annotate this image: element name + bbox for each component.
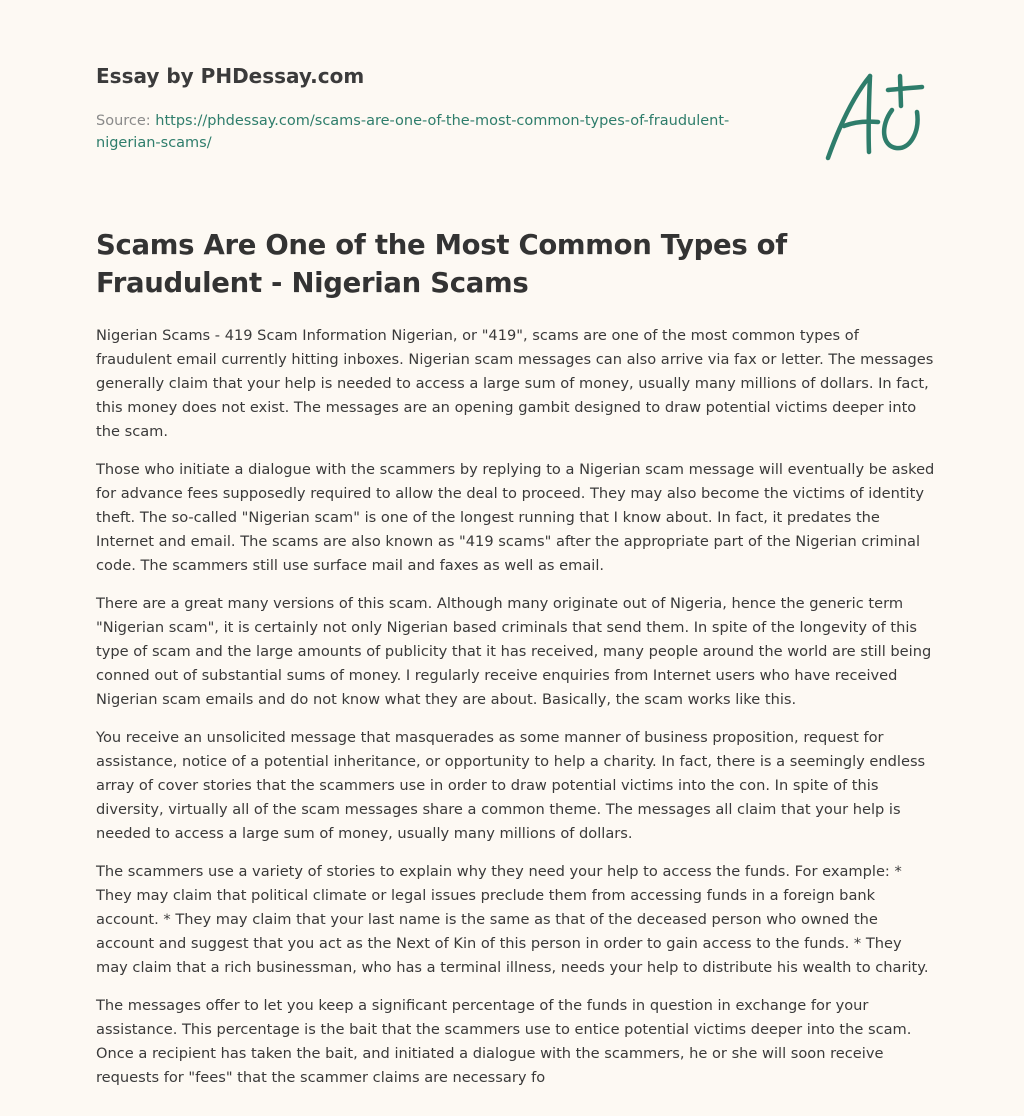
page-header xyxy=(96,62,796,154)
paragraph: You receive an unsolicited message that masquerades as some manner of business proposition, request for assistance, notice of a potential inheritance, or opportunity to help a charity. In fact, there is a seemingly endless array of cover stories that the scammers use in order to draw potential victims into the con. In spite of this diversity, virtually all of the scam messages share a common theme. The messages all claim that your help is needed to access a large sum of money, usually many millions of dollars. xyxy=(96,729,926,842)
source-line xyxy=(96,110,776,154)
paragraph: Those who initiate a dialogue with the scammers by replying to a Nigerian scam message will eventually be asked for advance fees supposedly required to allow the deal to proceed. They may also become the victims of identity theft. The so-called "Nigerian scam" is one of the longest running that I know about. In fact, it predates the Internet and email. The scams are also known as "419 scams" after the appropriate part of the Nigerian criminal code. The scammers still use surface mail and faxes as well as email. xyxy=(96,461,935,574)
paragraph: The messages offer to let you keep a significant percentage of the funds in question in exchange for your assistance. This percentage is the bait that the scammers use to entice potential victims deeper into the scam. Once a recipient has taken the bait, and initiated a dialogue with the scammers, he or she will soon receive requests for "fees" that the scammer claims are necessary fo xyxy=(96,997,912,1086)
paragraph: The scammers use a variety of stories to explain why they need your help to access the funds. For example: * They may claim that political climate or legal issues preclude them from accessing funds in a foreign bank account. * They may claim that your last name is the same as that of the deceased person who owned the account and suggest that you act as the Next of Kin of this person in order to gain access to the funds. * They may claim that a rich businessman, who has a terminal illness, needs your help to distribute his wealth to charity. xyxy=(96,863,929,976)
paragraph: There are a great many versions of this scam. Although many originate out of Nigeria, hence the generic term "Nigerian scam", it is certainly not only Nigerian based criminals that send them. In spite of the longevity of this type of scam and the large amounts of publicity that it has received, many people around the world are still being conned out of substantial sums of money. I regularly receive enquiries from Internet users who have received Nigerian scam emails and do not know what they are about. Basically, the scam works like this. xyxy=(96,595,932,708)
a-plus-grade-icon xyxy=(822,70,926,164)
paragraph: Nigerian Scams - 419 Scam Information Nigerian, or "419", scams are one of the most common types of fraudulent email currently hitting inboxes. Nigerian scam messages can also arrive via fax or letter. The messages generally claim that your help is needed to access a large sum of money, usually many millions of dollars. In fact, this money does not exist. The messages are an opening gambit designed to draw potential victims deeper into the scam. xyxy=(96,327,934,440)
brand-name: Essay by PHDessay.com xyxy=(96,64,365,88)
essay-body xyxy=(96,324,936,1104)
source-label: Source: xyxy=(96,113,151,129)
essay-title: Scams Are One of the Most Common Types of Fraudulent - Nigerian Scams xyxy=(96,229,787,299)
source-link[interactable]: https://phdessay.com/scams-are-one-of-the-most-common-types-of-fraudulent-nigerian-scams/ xyxy=(96,113,730,151)
